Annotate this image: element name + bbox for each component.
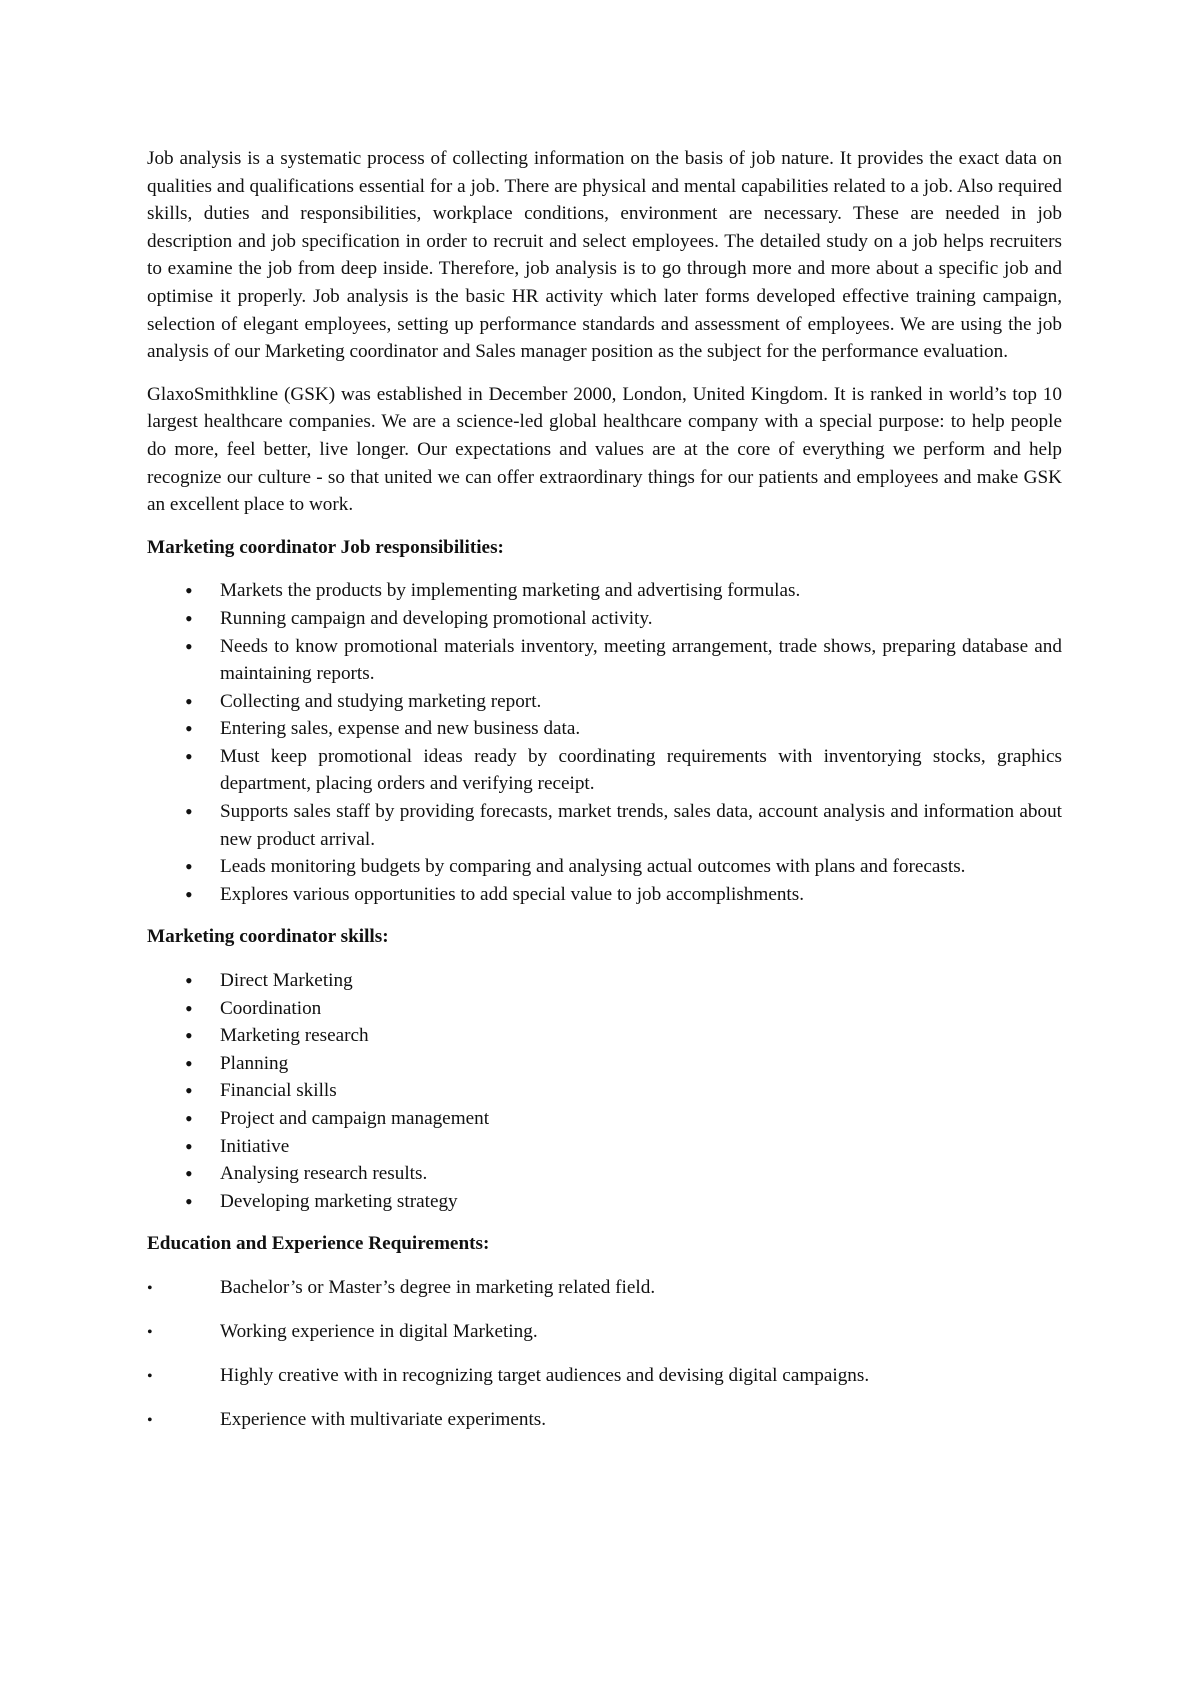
list-item: • Experience with multivariate experiments. [147,1406,1062,1434]
list-item: • Highly creative with in recognizing target audiences and devising digital campaigns. [147,1362,1062,1390]
list-item: • Financial skills [147,1077,1062,1105]
bullet-icon [185,1105,205,1135]
list-item: • Needs to know promotional materials inventory, meeting arrangement, trade shows, preparing database and maintaining reports. [147,633,1062,688]
bullet-icon [147,1362,161,1391]
bullet-icon [185,1133,205,1163]
bullet-icon [185,967,205,997]
responsibilities-list [147,577,1062,908]
bullet-icon [185,1188,205,1218]
bullet-icon [185,995,205,1025]
education-heading: Education and Experience Requirements: [147,1233,490,1255]
list-item: • Developing marketing strategy [147,1188,1062,1216]
intro-paragraph: Job analysis is a systematic process of collecting information on the basis of job nature. It provides the exact data on qualities and qualifications essential for a job. There are physical and mental capabilities related to a job. Also required skills, duties and responsibilities, workplace conditions, environment are necessary. These are needed in job description and job specification in order to recruit and select employees. The detailed study on a job helps recruiters to examine the job from deep inside. Therefore, job analysis is to go through more and more about a specific job and optimise it properly. Job analysis is the basic HR activity which later forms developed effective training campaign, selection of elegant employees, setting up performance standards and assessment of employees. We are using the job analysis of our Marketing coordinator and Sales manager position as the subject for the performance evaluation. [147,148,1062,363]
bullet-icon [185,881,205,911]
bullet-icon [185,1022,205,1052]
bullet-icon [185,1050,205,1080]
list-item: • Project and campaign management [147,1105,1062,1133]
list-item: • Planning [147,1050,1062,1078]
bullet-icon [185,605,205,635]
bullet-icon [185,633,205,663]
list-item: • Bachelor’s or Master’s degree in marketing related field. [147,1274,1062,1302]
list-item: • Initiative [147,1133,1062,1161]
list-item: • Analysing research results. [147,1160,1062,1188]
skills-list [147,967,1062,1215]
bullet-icon [185,1077,205,1107]
list-item: • Coordination [147,995,1062,1023]
bullet-icon [185,853,205,883]
list-item: • Running campaign and developing promotional activity. [147,605,1062,633]
list-item: • Marketing research [147,1022,1062,1050]
list-item: • Working experience in digital Marketing. [147,1318,1062,1346]
document-page [147,145,1062,1450]
bullet-icon [147,1406,161,1435]
list-item: • Must keep promotional ideas ready by coordinating requirements with inventorying stocks, graphics department, placing orders and verifying receipt. [147,743,1062,798]
bullet-icon [185,1160,205,1190]
bullet-icon [147,1274,161,1303]
list-item: • Direct Marketing [147,967,1062,995]
list-item: • Markets the products by implementing marketing and advertising formulas. [147,577,1062,605]
list-item: • Explores various opportunities to add special value to job accomplishments. [147,881,1062,909]
education-list [147,1274,1062,1434]
company-paragraph: GlaxoSmithkline (GSK) was established in December 2000, London, United Kingdom. It is ranked in world’s top 10 largest healthcare companies. We are a science-led global healthcare company with a special purpose: to help people do more, feel better, live longer. Our expectations and values are at the core of everything we perform and help recognize our culture - so that united we can offer extraordinary things for our patients and employees and make GSK an excellent place to work. [147,383,1062,516]
list-item: • Leads monitoring budgets by comparing and analysing actual outcomes with plans and forecasts. [147,853,1062,881]
bullet-icon [147,1318,161,1347]
list-item: • Supports sales staff by providing forecasts, market trends, sales data, account analysis and information about new product arrival. [147,798,1062,853]
list-item: • Collecting and studying marketing report. [147,688,1062,716]
bullet-icon [185,577,205,607]
bullet-icon [185,743,205,773]
responsibilities-heading: Marketing coordinator Job responsibilities: [147,536,504,558]
bullet-icon [185,798,205,828]
bullet-icon [185,715,205,745]
skills-heading: Marketing coordinator skills: [147,926,389,948]
list-item: • Entering sales, expense and new business data. [147,715,1062,743]
bullet-icon [185,688,205,718]
